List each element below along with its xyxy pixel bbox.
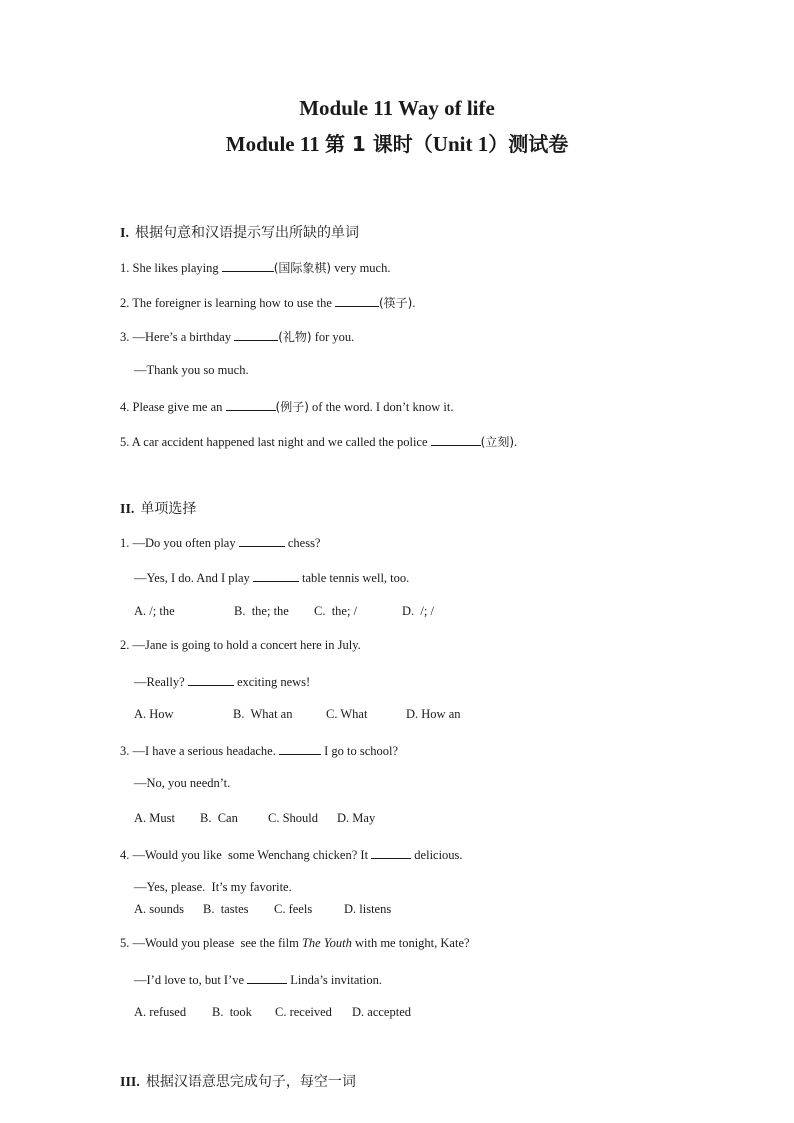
subtitle-module: Module 11	[225, 132, 325, 156]
question-1-3: 3. —Here’s a birthday (礼物) for you.	[120, 330, 355, 344]
question-2-4: 4. —Would you like some Wenchang chicken? It delicious.	[120, 848, 463, 862]
question-1-3-reply: —Thank you so much.	[134, 363, 249, 377]
section-number: I.	[120, 226, 129, 241]
option-a[interactable]: A. Must	[134, 811, 175, 825]
option-a[interactable]: A. refused	[134, 1005, 187, 1019]
question-2-1-reply: —Yes, I do. And I play table tennis well, too.	[134, 571, 410, 585]
answer-blank[interactable]	[279, 742, 321, 755]
question-2-4-reply: —Yes, please. It’s my favorite.	[134, 880, 292, 894]
question-2-3: 3. —I have a serious headache. I go to school?	[120, 744, 399, 758]
question-2-2-reply: —Really? exciting news!	[134, 675, 311, 689]
question-2-2: 2. —Jane is going to hold a concert here in July.	[120, 638, 361, 652]
option-b[interactable]: B. the; the	[234, 604, 289, 618]
question-2-3-reply: —No, you needn’t.	[134, 776, 231, 790]
subtitle-unit: Unit 1	[432, 132, 489, 156]
question-1-5: 5. A car accident happened last night and we called the police (立刻).	[120, 435, 518, 449]
page-title: Module 11 Way of life	[299, 96, 495, 120]
option-a[interactable]: A. sounds	[134, 902, 185, 916]
answer-blank[interactable]	[234, 328, 278, 341]
option-c[interactable]: C. feels	[274, 902, 313, 916]
subtitle-lesson: 第 1 课时（	[324, 132, 433, 156]
answer-blank[interactable]	[226, 398, 276, 411]
answer-blank[interactable]	[371, 846, 411, 859]
question-1-4: 4. Please give me an (例子) of the word. I don’t know it.	[120, 400, 454, 414]
option-d[interactable]: D. listens	[344, 902, 392, 916]
option-b[interactable]: B. took	[212, 1005, 252, 1019]
section-heading-2	[120, 498, 196, 518]
answer-blank[interactable]	[239, 534, 285, 547]
answer-blank[interactable]	[247, 971, 287, 984]
section-heading-1	[120, 222, 359, 242]
option-d[interactable]: D. accepted	[352, 1005, 411, 1019]
section-number: II.	[120, 502, 135, 517]
section-heading-3	[120, 1071, 356, 1091]
page-subtitle	[0, 128, 794, 157]
option-d[interactable]: D. May	[337, 811, 376, 825]
option-b[interactable]: B. Can	[200, 811, 238, 825]
film-title: The Youth	[301, 936, 352, 950]
section-text: 单项选择	[140, 501, 197, 517]
section-number: III.	[120, 1075, 140, 1090]
section-text: 根据句意和汉语提示写出所缺的单词	[134, 225, 359, 241]
option-d[interactable]: D. How an	[406, 707, 461, 721]
option-b[interactable]: B. tastes	[203, 902, 249, 916]
option-d[interactable]: D. /; /	[402, 604, 434, 618]
answer-blank[interactable]	[335, 294, 379, 307]
answer-blank[interactable]	[188, 673, 234, 686]
question-2-5: 5. —Would you please see the film The Youth with me tonight, Kate?	[120, 936, 470, 950]
option-a[interactable]: A. /; the	[134, 604, 175, 618]
subtitle-test: ）测试卷	[488, 132, 569, 156]
option-b[interactable]: B. What an	[233, 707, 293, 721]
option-a[interactable]: A. How	[134, 707, 174, 721]
answer-blank[interactable]	[431, 433, 481, 446]
question-1-2: 2. The foreigner is learning how to use the (筷子).	[120, 296, 416, 310]
answer-blank[interactable]	[253, 569, 299, 582]
option-c[interactable]: C. the; /	[314, 604, 358, 618]
question-2-5-reply: —I’d love to, but I’ve Linda’s invitation.	[134, 973, 382, 987]
question-2-1: 1. —Do you often play chess?	[120, 536, 321, 550]
option-c[interactable]: C. received	[275, 1005, 332, 1019]
option-c[interactable]: C. What	[326, 707, 368, 721]
option-c[interactable]: C. Should	[268, 811, 319, 825]
question-1-1: 1. She likes playing (国际象棋) very much.	[120, 261, 391, 275]
section-text: 根据汉语意思完成句子，每空一词	[145, 1074, 356, 1090]
answer-blank[interactable]	[222, 259, 274, 272]
